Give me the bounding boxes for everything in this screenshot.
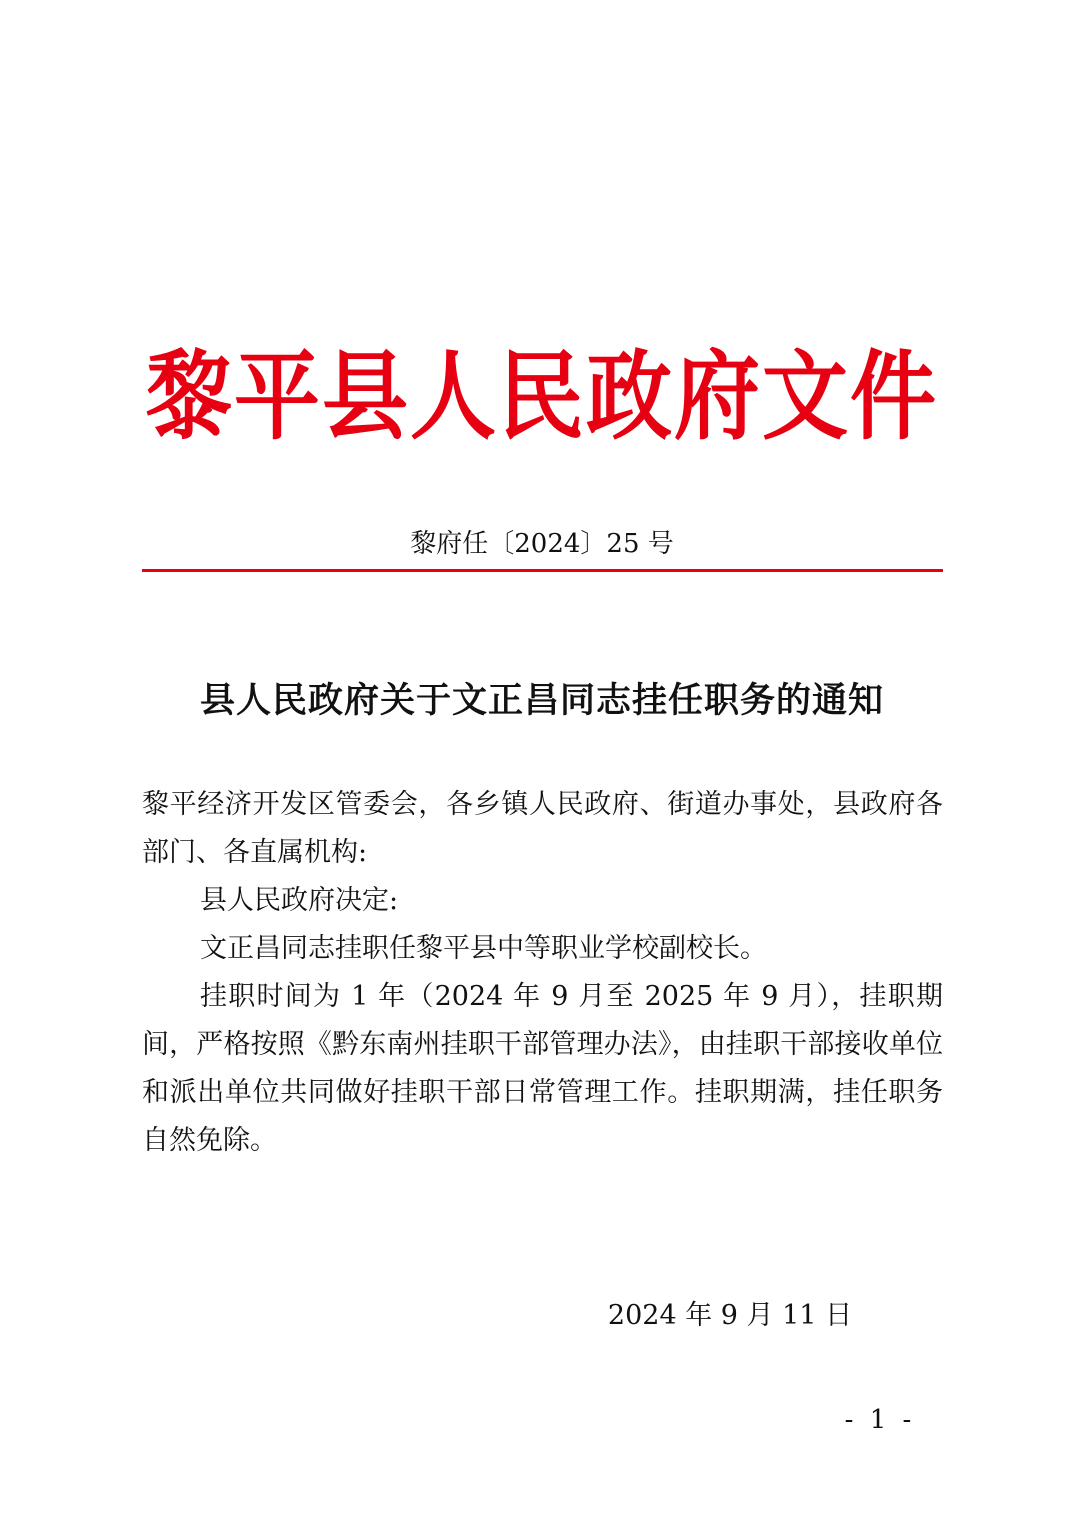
body-paragraph-term: 挂职时间为 1 年（2024 年 9 月至 2025 年 9 月），挂职期间，严格按照《黔东南州挂职干部管理办法》，由挂职干部接收单位和派出单位共同做好挂职干部日常管理工作。挂职期满，挂任职务自然免除。: [142, 981, 943, 1156]
body-paragraph-decision: 县人民政府决定:: [200, 885, 399, 916]
issue-date: 2024 年 9 月 11 日: [607, 1300, 853, 1331]
page-number: - 1 -: [844, 1405, 916, 1435]
issuer-title: 黎平县人民政府文件: [146, 340, 938, 454]
notice-body: [142, 781, 943, 1165]
document-number: 黎府任〔2024〕25 号: [410, 529, 674, 559]
red-separator-line: [142, 569, 943, 572]
body-paragraph-appointment: 文正昌同志挂职任黎平县中等职业学校副校长。: [200, 933, 767, 964]
notice-title: 县人民政府关于文正昌同志挂任职务的通知: [199, 680, 884, 721]
addressee-line: 黎平经济开发区管委会，各乡镇人民政府、街道办事处，县政府各部门、各直属机构:: [142, 789, 943, 868]
